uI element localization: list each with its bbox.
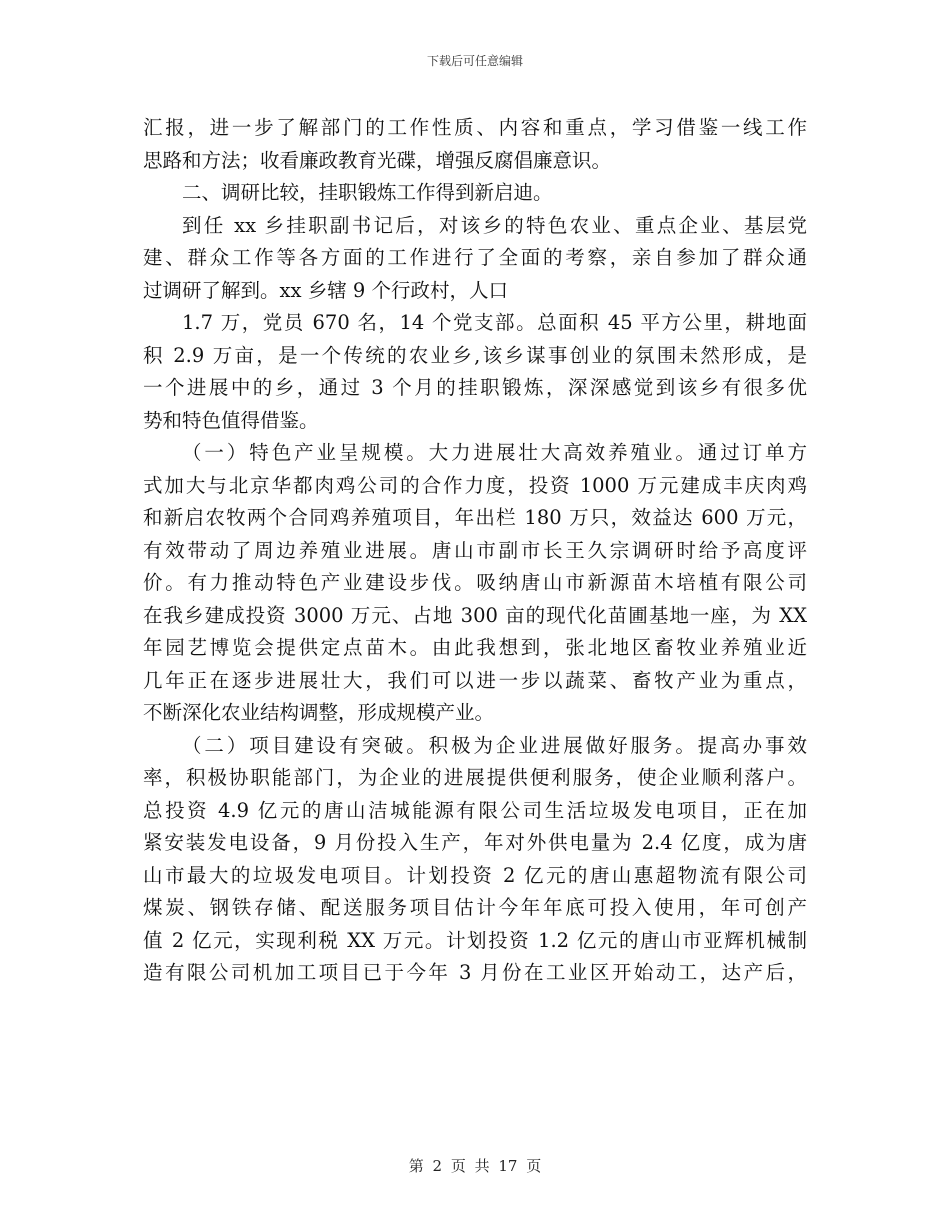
text-line: 不断深化农业结构调整，形成规模产业。: [143, 701, 495, 724]
text-line: 势和特色值得借鉴。: [143, 408, 319, 432]
text-line: 造有限公司机加工项目已于今年 3 月份在工业区开始动工，达产后，: [143, 961, 807, 984]
document-body: [143, 112, 807, 990]
text-line: 价。有力推动特色产业建设步伐。吸纳唐山市新源苗木培植有限公司: [143, 571, 807, 594]
text-line: 过调研了解到。xx 乡辖 9 个行政村，人口: [143, 278, 508, 302]
text-line: 建、群众工作等各方面的工作进行了全面的考察，亲自参加了群众通: [143, 246, 807, 269]
text-line: 积 2.9 万亩，是一个传统的农业乡,该乡谋事创业的氛围未然形成，是: [143, 343, 807, 367]
page-number: 第 2 页 共 17 页: [408, 1157, 542, 1175]
text-line: 山市最大的垃圾发电项目。计划投资 2 亿元的唐山惠超物流有限公司: [143, 863, 807, 887]
text-line: 总投资 4.9 亿元的唐山洁城能源有限公司生活垃圾发电项目，正在加: [143, 798, 807, 822]
text-line: 值 2 亿元，实现利税 XX 万元。计划投资 1.2 亿元的唐山市亚辉机械制: [143, 928, 807, 952]
text-line: 思路和方法；收看廉政教育光碟，增强反腐倡廉意识。: [143, 148, 612, 172]
subsection-start: （一）特色产业呈规模。大力进展壮大高效养殖业。通过订单方: [182, 441, 807, 464]
text-line: 1.7 万，党员 670 名，14 个党支部。总面积 45 平方公里，耕地面: [182, 311, 807, 334]
text-line: 煤炭、钢铁存储、配送服务项目估计今年年底可投入使用，年可创产: [143, 896, 807, 919]
text-line: 率，积极协职能部门，为企业的进展提供便利服务，使企业顺利落户。: [143, 766, 807, 789]
text-line: 有效带动了周边养殖业进展。唐山市副市长王久宗调研时给予高度评: [143, 538, 807, 562]
text-line: 式加大与北京华都肉鸡公司的合作力度，投资 1000 万元建成丰庆肉鸡: [143, 473, 807, 497]
text-line: 几年正在逐步进展壮大，我们可以进一步以蔬菜、畜牧产业为重点，: [143, 668, 807, 692]
text-line: 一个进展中的乡，通过 3 个月的挂职锻炼，深深感觉到该乡有很多优: [143, 376, 807, 399]
text-line: 年园艺博览会提供定点苗木。由此我想到，张北地区畜牧业养殖业近: [143, 636, 807, 659]
text-line: 汇报，进一步了解部门的工作性质、内容和重点，学习借鉴一线工作: [143, 116, 807, 139]
page-header: 下载后可任意编辑: [426, 54, 523, 68]
text-line: 在我乡建成投资 3000 万元、占地 300 亩的现代化苗圃基地一座，为 XX: [143, 603, 807, 627]
subsection-start: （二）项目建设有突破。积极为企业进展做好服务。提高办事效: [182, 733, 807, 757]
section-heading: 二、调研比较，挂职锻炼工作得到新启迪。: [182, 181, 553, 204]
text-line: 和新启农牧两个合同鸡养殖项目，年出栏 180 万只，效益达 600 万元，: [143, 506, 807, 529]
text-line: 紧安装发电设备，9 月份投入生产，年对外供电量为 2.4 亿度，成为唐: [143, 831, 807, 854]
text-line: 到任 xx 乡挂职副书记后，对该乡的特色农业、重点企业、基层党: [182, 213, 807, 237]
